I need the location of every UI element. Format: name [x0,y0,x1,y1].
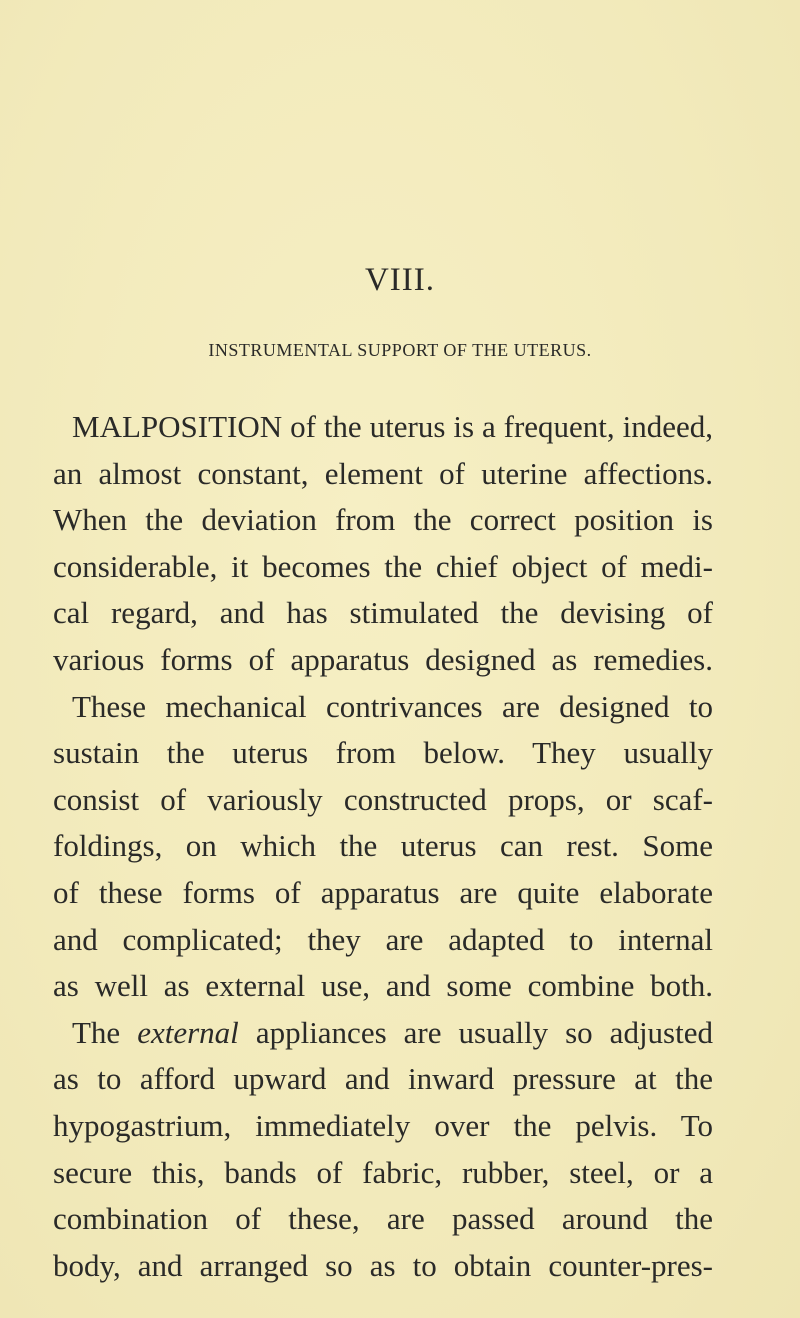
text-line: various forms of apparatus designed as remedies. [53,641,713,677]
text-line: combination of these, are passed around the [53,1201,713,1237]
text-line: hypogastrium, immediately over the pelvis. To [53,1107,713,1143]
text-line: foldings, on which the uterus can rest. Some [53,828,713,864]
text-line: These mechanical contrivances are designed to [72,688,713,724]
text-line: and complicated; they are adapted to internal [53,921,713,957]
text-line: as well as external use, and some combine both. [53,968,713,1004]
italic-word: external [137,1014,239,1050]
text-segment: The [72,1014,138,1050]
text-segment: of the uterus is a frequent, indeed, [282,409,713,444]
drop-word: MALPOSITION [72,409,283,444]
text-line: body, and arranged so as to obtain counter-pres- [53,1247,713,1283]
text-line: as to afford upward and inward pressure at the [53,1061,713,1097]
chapter-title: INSTRUMENTAL SUPPORT OF THE UTERUS. [208,340,592,360]
text-line [53,1010,713,1057]
text-segment: appliances are usually so adjusted [238,1014,713,1050]
text-line: an almost constant, element of uterine affections. [53,455,713,491]
chapter-number: VIII. [364,262,436,298]
text-line: consist of variously constructed props, or scaf- [53,781,713,817]
text-line: considerable, it becomes the chief object of medi- [53,548,713,584]
text-line: When the deviation from the correct position is [53,502,713,538]
text-line: of these forms of apparatus are quite elaborate [53,874,713,910]
body-paragraph [53,404,713,1289]
text-line [53,404,713,451]
text-line: cal regard, and has stimulated the devising of [53,595,713,631]
text-line: sustain the uterus from below. They usually [53,735,713,771]
text-line: secure this, bands of fabric, rubber, steel, or a [53,1154,713,1190]
